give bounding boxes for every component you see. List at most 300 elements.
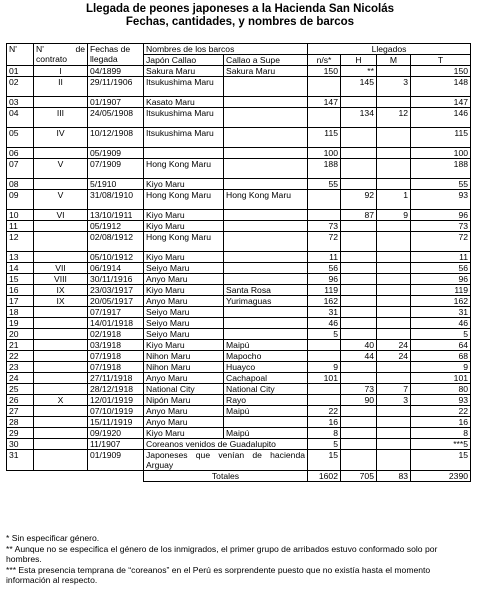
row-m bbox=[377, 428, 411, 439]
row-t: 148 bbox=[411, 77, 471, 97]
row-ship-callao: Anyo Maru bbox=[144, 296, 224, 307]
header-ship-supe: Callao a Supe bbox=[224, 55, 308, 66]
row-ship-supe: Maipú bbox=[224, 428, 308, 439]
row-ship-supe bbox=[224, 179, 308, 190]
row-m: 24 bbox=[377, 351, 411, 362]
row-number: 22 bbox=[7, 351, 34, 362]
row-date: 09/1920 bbox=[88, 428, 144, 439]
totals-t: 2390 bbox=[411, 471, 471, 482]
row-contract bbox=[34, 340, 88, 351]
table-row bbox=[7, 296, 471, 307]
row-ship-callao: Anyo Maru bbox=[144, 406, 224, 417]
row-ship-supe bbox=[224, 128, 308, 148]
row-date: 29/11/1906 bbox=[88, 77, 144, 97]
row-m bbox=[377, 221, 411, 232]
row-ns: 162 bbox=[308, 296, 341, 307]
row-m bbox=[377, 373, 411, 384]
row-date: 13/10/1911 bbox=[88, 210, 144, 221]
row-m: 7 bbox=[377, 384, 411, 395]
footnote-2: ** Aunque no se especifica el género de los inmigrados, el primer grupo de arribados estuvo conformado solo por hombres. bbox=[6, 543, 438, 564]
row-contract bbox=[34, 428, 88, 439]
row-h bbox=[341, 406, 377, 417]
table-row bbox=[7, 307, 471, 318]
row-ship-callao: Kiyo Maru bbox=[144, 179, 224, 190]
row-number: 24 bbox=[7, 373, 34, 384]
row-m: 9 bbox=[377, 210, 411, 221]
table-row bbox=[7, 274, 471, 285]
row-ns: 8 bbox=[308, 428, 341, 439]
row-ship-callao: Sakura Maru bbox=[144, 66, 224, 77]
row-date: 15/11/1919 bbox=[88, 417, 144, 428]
row-date: 27/11/1918 bbox=[88, 373, 144, 384]
row-ship-callao: Hong Kong Maru bbox=[144, 159, 224, 179]
row-contract bbox=[34, 406, 88, 417]
row-m bbox=[377, 417, 411, 428]
row-t: 68 bbox=[411, 351, 471, 362]
header-t: T bbox=[411, 55, 471, 66]
row-ship-supe: Maipú bbox=[224, 340, 308, 351]
row-date: 01/1909 bbox=[88, 450, 144, 471]
row-m bbox=[377, 318, 411, 329]
table-row bbox=[7, 373, 471, 384]
row-h: 145 bbox=[341, 77, 377, 97]
header-row-1 bbox=[7, 44, 471, 55]
footnote-1: * Sin especificar género. bbox=[6, 533, 100, 543]
totals-h: 705 bbox=[341, 471, 377, 482]
row-h bbox=[341, 307, 377, 318]
row-number: 10 bbox=[7, 210, 34, 221]
row-ship-supe bbox=[224, 210, 308, 221]
row-m bbox=[377, 263, 411, 274]
row-t: ***5 bbox=[411, 439, 471, 450]
row-ship-supe bbox=[224, 307, 308, 318]
row-ship-callao: Kiyo Maru bbox=[144, 221, 224, 232]
row-number: 23 bbox=[7, 362, 34, 373]
row-ship-description: Japoneses que venían de hacienda Arguay bbox=[144, 450, 308, 471]
row-contract bbox=[34, 232, 88, 252]
row-date: 07/1917 bbox=[88, 307, 144, 318]
row-contract: VI bbox=[34, 210, 88, 221]
table-row bbox=[7, 340, 471, 351]
row-number: 01 bbox=[7, 66, 34, 77]
row-m: 3 bbox=[377, 77, 411, 97]
row-m bbox=[377, 159, 411, 179]
table-row bbox=[7, 417, 471, 428]
row-m bbox=[377, 307, 411, 318]
row-h bbox=[341, 97, 377, 108]
row-ns bbox=[308, 108, 341, 128]
row-h: 87 bbox=[341, 210, 377, 221]
row-ship-supe bbox=[224, 108, 308, 128]
row-ship-callao: Itsukushima Maru bbox=[144, 108, 224, 128]
table-row bbox=[7, 148, 471, 159]
row-number: 17 bbox=[7, 296, 34, 307]
row-date: 30/11/1916 bbox=[88, 274, 144, 285]
row-date: 05/1912 bbox=[88, 221, 144, 232]
row-ns: 9 bbox=[308, 362, 341, 373]
row-number: 05 bbox=[7, 128, 34, 148]
row-t: 22 bbox=[411, 406, 471, 417]
table-row bbox=[7, 221, 471, 232]
row-h bbox=[341, 329, 377, 340]
row-number: 15 bbox=[7, 274, 34, 285]
title-line-2: Fechas, cantidades, y nombres de barcos bbox=[125, 16, 355, 28]
row-date: 28/12/1918 bbox=[88, 384, 144, 395]
row-ship-callao: Seiyo Maru bbox=[144, 307, 224, 318]
table-row bbox=[7, 232, 471, 252]
row-date: 20/05/1917 bbox=[88, 296, 144, 307]
row-m bbox=[377, 406, 411, 417]
row-ship-callao: Kiyo Maru bbox=[144, 252, 224, 263]
row-t: 115 bbox=[411, 128, 471, 148]
row-ship-supe: Santa Rosa bbox=[224, 285, 308, 296]
row-number: 21 bbox=[7, 340, 34, 351]
row-ship-callao: Kiyo Maru bbox=[144, 428, 224, 439]
row-contract: III bbox=[34, 108, 88, 128]
row-number: 14 bbox=[7, 263, 34, 274]
totals-m: 83 bbox=[377, 471, 411, 482]
arrivals-table bbox=[6, 43, 471, 482]
document-title bbox=[0, 0, 480, 40]
row-contract: I bbox=[34, 66, 88, 77]
row-ship-callao: Kasato Maru bbox=[144, 97, 224, 108]
header-date: Fechas de llegada bbox=[88, 44, 144, 66]
row-t: 101 bbox=[411, 373, 471, 384]
row-number: 03 bbox=[7, 97, 34, 108]
row-m: 3 bbox=[377, 395, 411, 406]
row-ns: 46 bbox=[308, 318, 341, 329]
row-contract bbox=[34, 221, 88, 232]
row-number: 06 bbox=[7, 148, 34, 159]
table-row bbox=[7, 439, 471, 450]
row-h bbox=[341, 148, 377, 159]
row-t: 9 bbox=[411, 362, 471, 373]
row-ns bbox=[308, 190, 341, 210]
row-ship-supe: Sakura Maru bbox=[224, 66, 308, 77]
row-ns bbox=[308, 340, 341, 351]
row-ship-callao: Nipón Maru bbox=[144, 395, 224, 406]
row-date: 11/1907 bbox=[88, 439, 144, 450]
row-ship-supe bbox=[224, 221, 308, 232]
row-ns bbox=[308, 395, 341, 406]
header-ships: Nombres de los barcos bbox=[144, 44, 308, 55]
row-ship-supe: Cachapoal bbox=[224, 373, 308, 384]
row-t: 100 bbox=[411, 148, 471, 159]
row-ship-callao: Anyo Maru bbox=[144, 373, 224, 384]
row-number: 31 bbox=[7, 450, 34, 471]
row-number: 13 bbox=[7, 252, 34, 263]
row-contract bbox=[34, 329, 88, 340]
row-ship-callao: National City bbox=[144, 384, 224, 395]
row-ship-callao: Anyo Maru bbox=[144, 274, 224, 285]
row-contract: VII bbox=[34, 263, 88, 274]
row-ship-callao: Anyo Maru bbox=[144, 417, 224, 428]
row-date: 12/01/1919 bbox=[88, 395, 144, 406]
row-h bbox=[341, 252, 377, 263]
row-ship-supe bbox=[224, 274, 308, 285]
row-ns: 73 bbox=[308, 221, 341, 232]
row-date: 03/1918 bbox=[88, 340, 144, 351]
row-t: 64 bbox=[411, 340, 471, 351]
totals-row bbox=[7, 471, 471, 482]
row-contract bbox=[34, 417, 88, 428]
totals-ns: 1602 bbox=[308, 471, 341, 482]
row-h bbox=[341, 318, 377, 329]
row-number: 16 bbox=[7, 285, 34, 296]
row-date: 31/08/1910 bbox=[88, 190, 144, 210]
row-date: 14/01/1918 bbox=[88, 318, 144, 329]
header-arrived: Llegados bbox=[308, 44, 471, 55]
row-m bbox=[377, 450, 411, 471]
row-t: 72 bbox=[411, 232, 471, 252]
row-number: 27 bbox=[7, 406, 34, 417]
row-m bbox=[377, 252, 411, 263]
row-number: 18 bbox=[7, 307, 34, 318]
row-ship-supe bbox=[224, 97, 308, 108]
row-date: 05/1909 bbox=[88, 148, 144, 159]
row-m bbox=[377, 66, 411, 77]
row-contract: IV bbox=[34, 128, 88, 148]
row-t: 31 bbox=[411, 307, 471, 318]
row-t: 55 bbox=[411, 179, 471, 190]
row-ship-callao: Kiyo Maru bbox=[144, 210, 224, 221]
row-ship-description: Coreanos venidos de Guadalupito bbox=[144, 439, 308, 450]
row-contract bbox=[34, 439, 88, 450]
row-t: 80 bbox=[411, 384, 471, 395]
row-ship-supe: Rayo bbox=[224, 395, 308, 406]
table-row bbox=[7, 252, 471, 263]
row-ns: 101 bbox=[308, 373, 341, 384]
row-h bbox=[341, 285, 377, 296]
row-number: 29 bbox=[7, 428, 34, 439]
row-t: 119 bbox=[411, 285, 471, 296]
row-contract: V bbox=[34, 159, 88, 179]
row-date: 24/05/1908 bbox=[88, 108, 144, 128]
row-h bbox=[341, 263, 377, 274]
row-ns: 115 bbox=[308, 128, 341, 148]
row-h bbox=[341, 362, 377, 373]
row-h bbox=[341, 417, 377, 428]
row-m: 1 bbox=[377, 190, 411, 210]
row-contract bbox=[34, 179, 88, 190]
row-number: 04 bbox=[7, 108, 34, 128]
row-ship-callao: Nihon Maru bbox=[144, 351, 224, 362]
table-row bbox=[7, 450, 471, 471]
row-h bbox=[341, 179, 377, 190]
row-h bbox=[341, 296, 377, 307]
row-m bbox=[377, 179, 411, 190]
row-contract bbox=[34, 362, 88, 373]
row-date: 23/03/1917 bbox=[88, 285, 144, 296]
row-h bbox=[341, 373, 377, 384]
row-ship-supe: Hong Kong Maru bbox=[224, 190, 308, 210]
header-ns: n/s* bbox=[308, 55, 341, 66]
row-contract: VIII bbox=[34, 274, 88, 285]
header-ship-callao: Japón Callao bbox=[144, 55, 224, 66]
row-ship-callao: Kiyo Maru bbox=[144, 285, 224, 296]
row-ship-supe: Mapocho bbox=[224, 351, 308, 362]
row-h: 44 bbox=[341, 351, 377, 362]
row-t: 46 bbox=[411, 318, 471, 329]
table-row bbox=[7, 66, 471, 77]
row-ship-supe: Huayco bbox=[224, 362, 308, 373]
row-ns: 119 bbox=[308, 285, 341, 296]
row-date: 06/1914 bbox=[88, 263, 144, 274]
row-ns bbox=[308, 77, 341, 97]
row-h bbox=[341, 159, 377, 179]
row-h: 92 bbox=[341, 190, 377, 210]
row-number: 26 bbox=[7, 395, 34, 406]
row-ship-supe bbox=[224, 329, 308, 340]
table-row bbox=[7, 329, 471, 340]
row-number: 02 bbox=[7, 77, 34, 97]
row-ship-supe bbox=[224, 159, 308, 179]
row-contract: V bbox=[34, 190, 88, 210]
table-row bbox=[7, 77, 471, 97]
row-h bbox=[341, 450, 377, 471]
row-t: 93 bbox=[411, 190, 471, 210]
row-t: 5 bbox=[411, 329, 471, 340]
row-ns bbox=[308, 384, 341, 395]
row-h bbox=[341, 128, 377, 148]
row-m bbox=[377, 296, 411, 307]
header-contract: N' de contrato bbox=[34, 44, 88, 66]
table-row bbox=[7, 97, 471, 108]
row-t: 73 bbox=[411, 221, 471, 232]
row-h bbox=[341, 428, 377, 439]
row-t: 8 bbox=[411, 428, 471, 439]
row-ns: 188 bbox=[308, 159, 341, 179]
row-ns: 55 bbox=[308, 179, 341, 190]
table-row bbox=[7, 428, 471, 439]
row-m bbox=[377, 274, 411, 285]
table-row bbox=[7, 395, 471, 406]
table-row bbox=[7, 384, 471, 395]
row-ship-supe bbox=[224, 77, 308, 97]
row-ship-callao: Nihon Maru bbox=[144, 362, 224, 373]
row-contract: IX bbox=[34, 285, 88, 296]
row-contract bbox=[34, 351, 88, 362]
footnote-3: *** Esta presencia temprana de “coreanos” en el Perú es sorprendente puesto que no existía hasta el momento información al respecto. bbox=[6, 564, 431, 585]
row-ship-callao: Itsukushima Maru bbox=[144, 128, 224, 148]
row-number: 12 bbox=[7, 232, 34, 252]
title-line-1: Llegada de peones japoneses a la Hacienda San Nicolás bbox=[85, 3, 395, 15]
row-contract bbox=[34, 97, 88, 108]
row-ns: 31 bbox=[308, 307, 341, 318]
table-row bbox=[7, 159, 471, 179]
totals-blank bbox=[7, 471, 144, 482]
header-num: N' bbox=[7, 44, 34, 66]
row-t: 56 bbox=[411, 263, 471, 274]
row-number: 07 bbox=[7, 159, 34, 179]
row-number: 19 bbox=[7, 318, 34, 329]
row-h bbox=[341, 439, 377, 450]
row-ship-supe: Yurimaguas bbox=[224, 296, 308, 307]
row-date: 01/1907 bbox=[88, 97, 144, 108]
row-ns bbox=[308, 210, 341, 221]
row-date: 07/10/1919 bbox=[88, 406, 144, 417]
row-contract bbox=[34, 384, 88, 395]
row-h bbox=[341, 274, 377, 285]
row-number: 25 bbox=[7, 384, 34, 395]
row-ns: 22 bbox=[308, 406, 341, 417]
row-m bbox=[377, 128, 411, 148]
row-ns bbox=[308, 351, 341, 362]
row-ship-callao: Seiyo Maru bbox=[144, 263, 224, 274]
row-ns: 100 bbox=[308, 148, 341, 159]
header-m: M bbox=[377, 55, 411, 66]
row-ns: 11 bbox=[308, 252, 341, 263]
row-ns: 150 bbox=[308, 66, 341, 77]
row-h: ** bbox=[341, 66, 377, 77]
row-h bbox=[341, 221, 377, 232]
table-row bbox=[7, 190, 471, 210]
row-t: 16 bbox=[411, 417, 471, 428]
row-t: 96 bbox=[411, 210, 471, 221]
row-t: 147 bbox=[411, 97, 471, 108]
footnotes bbox=[6, 533, 472, 586]
row-ship-supe bbox=[224, 252, 308, 263]
row-ns: 5 bbox=[308, 329, 341, 340]
table-row bbox=[7, 351, 471, 362]
table-row bbox=[7, 406, 471, 417]
row-ns: 15 bbox=[308, 450, 341, 471]
row-t: 96 bbox=[411, 274, 471, 285]
row-date: 5/1910 bbox=[88, 179, 144, 190]
row-contract bbox=[34, 318, 88, 329]
header-h: H bbox=[341, 55, 377, 66]
row-ship-supe: National City bbox=[224, 384, 308, 395]
row-t: 150 bbox=[411, 66, 471, 77]
table-row bbox=[7, 179, 471, 190]
row-t: 11 bbox=[411, 252, 471, 263]
row-contract: IX bbox=[34, 296, 88, 307]
row-ship-callao: Seiyo Maru bbox=[144, 318, 224, 329]
row-date: 10/12/1908 bbox=[88, 128, 144, 148]
row-m bbox=[377, 232, 411, 252]
row-ship-callao: Hong Kong Maru bbox=[144, 190, 224, 210]
row-m bbox=[377, 97, 411, 108]
row-t: 93 bbox=[411, 395, 471, 406]
row-m bbox=[377, 148, 411, 159]
row-h: 90 bbox=[341, 395, 377, 406]
row-ns: 5 bbox=[308, 439, 341, 450]
row-contract bbox=[34, 148, 88, 159]
row-m bbox=[377, 362, 411, 373]
table-row bbox=[7, 108, 471, 128]
row-ns: 96 bbox=[308, 274, 341, 285]
row-number: 30 bbox=[7, 439, 34, 450]
row-contract: X bbox=[34, 395, 88, 406]
row-h: 40 bbox=[341, 340, 377, 351]
row-ns: 16 bbox=[308, 417, 341, 428]
row-ns: 147 bbox=[308, 97, 341, 108]
row-number: 08 bbox=[7, 179, 34, 190]
row-number: 09 bbox=[7, 190, 34, 210]
table-row bbox=[7, 263, 471, 274]
row-number: 28 bbox=[7, 417, 34, 428]
table-row bbox=[7, 210, 471, 221]
row-ns: 56 bbox=[308, 263, 341, 274]
row-date: 05/10/1912 bbox=[88, 252, 144, 263]
row-date: 02/08/1912 bbox=[88, 232, 144, 252]
row-m: 12 bbox=[377, 108, 411, 128]
table-row bbox=[7, 128, 471, 148]
table-row bbox=[7, 362, 471, 373]
row-contract bbox=[34, 307, 88, 318]
row-t: 146 bbox=[411, 108, 471, 128]
row-number: 11 bbox=[7, 221, 34, 232]
